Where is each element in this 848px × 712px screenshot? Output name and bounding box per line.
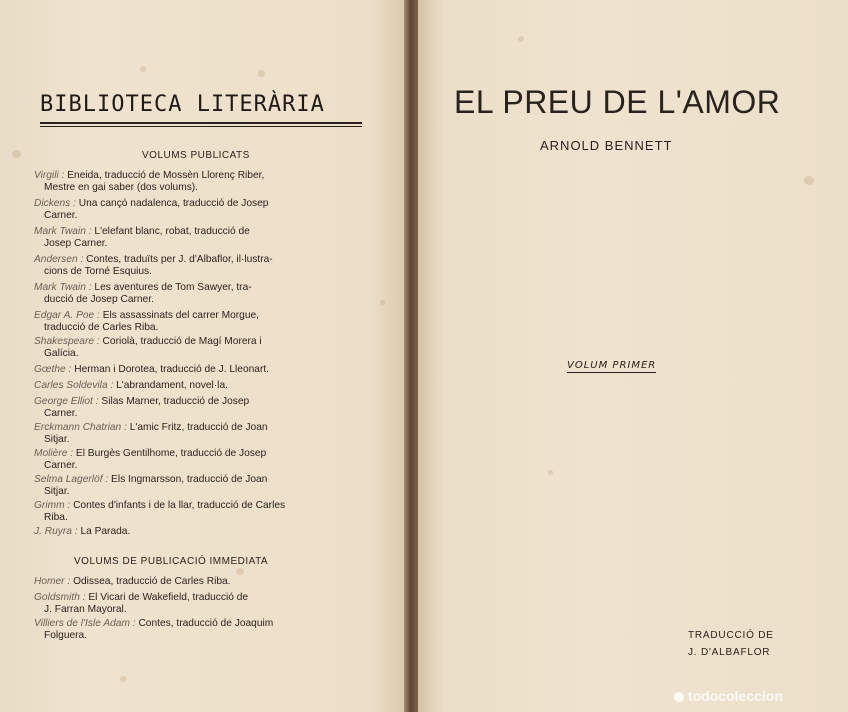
series-title: BIBLIOTECA LITERÀRIA [40,92,325,117]
translator-name: J. D'ALBAFLOR [688,647,771,658]
list-item: Erckmann Chatrian : L'amic Fritz, traducció de Joan Sitjar. [34,422,268,445]
list-item: Edgar A. Poe : Els assassinats del carrer Morgue, traducció de Carles Riba. [34,310,260,333]
list-item: Carles Soldevila : L'abrandament, novel·la. [34,380,228,391]
list-item: Andersen : Contes, traduïts per J. d'Albaflor, il·lustra- cions de Torné Esquius. [34,254,273,277]
translation-label: TRADUCCIÓ DE [688,630,774,641]
list-item: Selma Lagerlöf : Els Ingmarsson, traducció de Joan Sitjar. [34,474,268,497]
list-item: Virgili : Eneida, traducció de Mossèn Llorenç Riber, Mestre en gai saber (dos volums). [34,170,265,193]
list-item: J. Ruyra : La Parada. [34,526,131,537]
list-item: Villiers de l'Isle Adam : Contes, traducció de Joaquim Folguera. [34,618,274,641]
title-rule [40,122,362,124]
list-item: Dickens : Una cançó nadalenca, traducció de Josep Carner. [34,198,269,221]
list-item: Mark Twain : Les aventures de Tom Sawyer, tra- ducció de Josep Carner. [34,282,252,305]
list-item: George Elliot : Silas Marner, traducció de Josep Carner. [34,396,250,419]
list-item: Grimm : Contes d'infants i de la llar, traducció de Carles Riba. [34,500,286,523]
left-page [0,0,410,712]
list-item: Molière : El Burgès Gentilhome, traducció de Josep Carner. [34,448,267,471]
upcoming-heading: VOLUMS DE PUBLICACIÓ IMMEDIATA [74,556,269,567]
book-title: EL PREU DE L'AMOR [454,84,781,120]
list-item: Homer : Odissea, traducció de Carles Riba. [34,576,231,587]
volume-label: VOLUM PRIMER [567,360,657,371]
list-item: Gœthe : Herman i Dorotea, traducció de J. Lleonart. [34,364,270,375]
list-item: Shakespeare : Coriolà, traducció de Magí Morera i Galícia. [34,336,262,359]
title-rule-thin [40,126,362,127]
list-item: Mark Twain : L'elefant blanc, robat, traducció de Josep Carner. [34,226,250,249]
author-name: ARNOLD BENNETT [540,138,673,153]
watermark-logo-icon [674,692,684,702]
published-heading: VOLUMS PUBLICATS [142,150,250,161]
watermark: todocoleccion [674,688,783,704]
list-item: Goldsmith : El Vicari de Wakefield, traducció de J. Farran Mayoral. [34,592,249,615]
